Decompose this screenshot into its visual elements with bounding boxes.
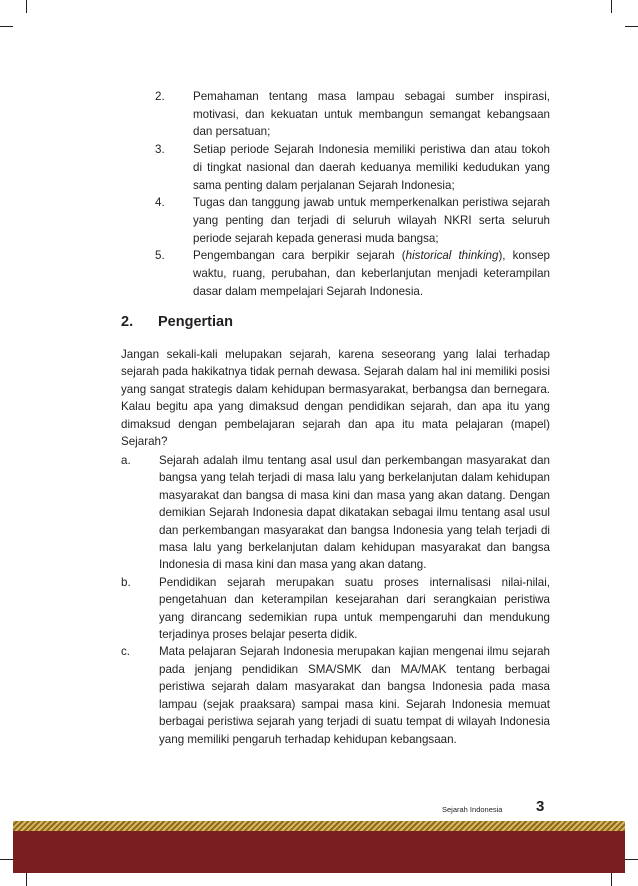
crop-mark [611,873,612,886]
crop-mark [0,859,13,860]
list-item [121,452,550,574]
item-text: Mata pelajaran Sejarah Indonesia merupakan kajian mengenai ilmu sejarah pada jenjang pendidikan SMA/SMK dan MA/MAK tentang berbagai peristiwa sejarah dalam masyarakat dan bangsa Indonesia pada masa lampau (sejak praaksara) sampai masa kini. Sejarah Indonesia memuat berbagai peristiwa sejarah yang terjadi di suatu tempat di wilayah Indonesia yang memiliki pengaruh terhadap kehidupan kebangsaan. [159,645,550,746]
item-text: Pendidikan sejarah merupakan suatu proses internalisasi nilai-nilai, pengetahuan dan keterampilan kesejarahan dari serangkaian peristiwa yang dirancang sedemikian rupa untuk mempengaruhi dan mendukung terjadinya proses belajar peserta didik. [159,575,550,642]
page-number: 3 [536,798,545,815]
item-text-after: ), konsep waktu, ruang, perubahan, dan keberlanjutan menjadi keterampilan dasar dalam mempelajari Sejarah Indonesia. [193,249,550,298]
crop-mark [26,873,27,886]
definitions-list [121,452,550,748]
item-number: 3. [155,143,165,157]
crop-mark [625,26,638,27]
objectives-list [155,88,550,300]
crop-mark [611,0,612,13]
item-label: a. [121,454,131,467]
item-text: Tugas dan tanggung jawab untuk memperkenalkan peristiwa sejarah yang penting dan terjadi di seluruh wilayah NKRI serta seluruh periode sejarah kepada generasi muda bangsa; [193,196,550,245]
crop-mark [26,0,27,13]
list-item [121,574,550,644]
footer-book-title: Sejarah Indonesia [442,805,503,814]
item-text-before: Pengembangan cara berpikir sejarah ( [193,249,406,263]
item-number: 5. [155,249,165,263]
section-number: 2. [121,314,134,330]
list-item [121,643,550,747]
item-text: Setiap periode Sejarah Indonesia memiliki peristiwa dan atau tokoh di tingkat nasional dan daerah keduanya memiliki kedudukan yang sama penting dalam perjalanan Sejarah Indonesia; [193,143,550,192]
item-number: 2. [155,90,165,103]
item-label: b. [121,575,131,589]
item-text: Sejarah adalah ilmu tentang asal usul dan perkembangan masyarakat dan bangsa yang telah terjadi di masa lalu yang berkelanjutan dalam kehidupan masyarakat dan bangsa di masa kini dan masa yang akan datang. Dengan demikian Sejarah Indonesia dapat dikatakan sebagai ilmu tentang asal usul dan perkembangan masyarakat dan bangsa Indonesia yang telah terjadi di masa lalu yang berkelanjutan dalam kehidupan masyarakat dan bangsa Indonesia di masa kini dan masa yang akan datang. [159,454,550,572]
item-number: 4. [155,196,165,210]
decorative-stripe [13,821,625,831]
crop-mark [625,859,638,860]
section-heading [121,314,233,330]
item-label: c. [121,645,131,659]
section-title: Pengertian [158,314,233,330]
list-item [155,141,550,194]
item-text-italic: historical thinking [405,249,499,263]
item-text: Pemahaman tentang masa lampau sebagai sumber inspirasi, motivasi, dan kekuatan untuk membangun semangat kebangsaan dan persatuan; [193,90,550,139]
decorative-band [13,831,625,873]
list-item [155,194,550,247]
intro-paragraph: Jangan sekali-kali melupakan sejarah, karena seseorang yang lalai terhadap sejarah pada hakikatnya tidak pernah dewasa. Sejarah dalam hal ini memiliki posisi yang sangat strategis dalam kehidupan bermasyarakat, berbangsa dan bernegara. Kalau begitu apa yang dimaksud dengan pendidikan sejarah, dan apa itu yang dimaksud dengan pembelajaran sejarah dan apa itu mata pelajaran (mapel) Sejarah? [121,348,550,449]
crop-mark [0,26,13,27]
list-item [155,88,550,141]
item-text [193,249,550,297]
list-item [155,247,550,300]
